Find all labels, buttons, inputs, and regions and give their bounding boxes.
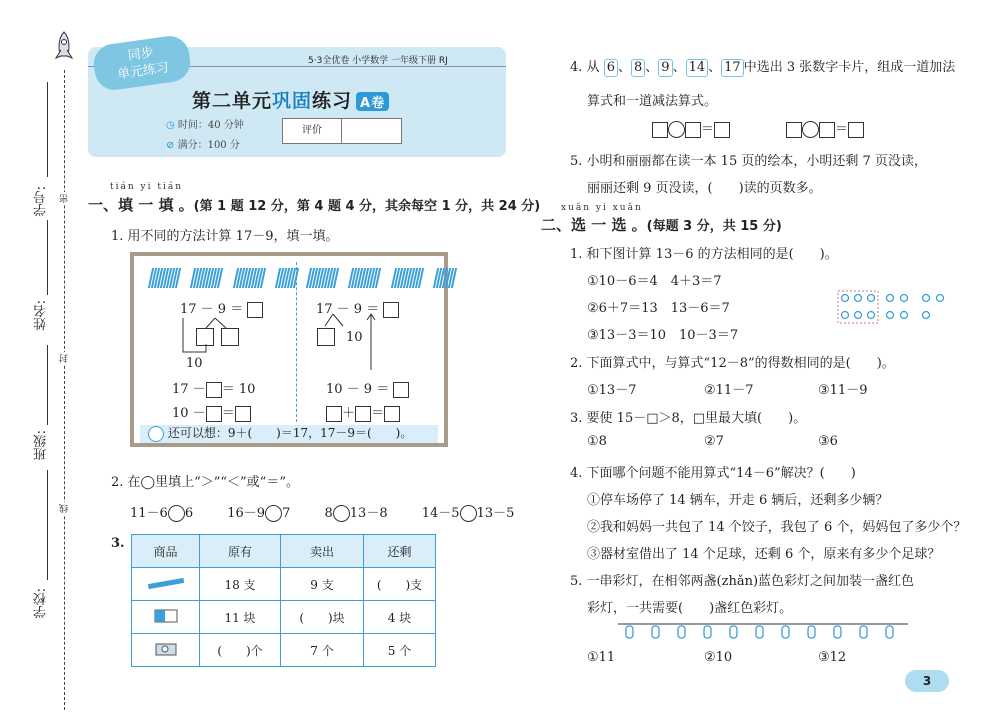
addition-template: ＝ [652,118,730,138]
p2-question-2: 2. 下面算式中，与算式“12－8”的得数相同的是( )。 [570,356,895,371]
p2-q2-option-1[interactable]: ①13－7 [587,383,637,398]
blank-student-id[interactable] [47,82,48,177]
right-ten: 10 [346,330,363,345]
p2-q4-option-2[interactable]: ②我和妈妈一共包了 14 个饺子，我包了 6 个，妈妈包了多少个？ [587,520,967,535]
label-school: 学校: [34,588,49,619]
page-number: 3 [905,670,949,692]
blank-class[interactable] [47,345,48,425]
blank-school[interactable] [47,470,48,580]
number-card: 14 [686,59,709,77]
p2-q3-option-1[interactable]: ①8 [587,434,607,449]
p2-q4-option-3[interactable]: ③器材室借出了 14 个足球，还剩 6 个，原来有多少个足球？ [587,547,941,562]
p2-q2-option-3[interactable]: ③11－9 [818,383,868,398]
p2-q5-option-2[interactable]: ②10 [704,650,733,665]
sharpener-icon [132,634,200,667]
binding-strip [0,0,80,719]
answer-box[interactable] [384,406,400,422]
right-equation-2: 10 － 9 ＝ [326,378,409,398]
part1-pinyin: tián yi tián [110,182,183,192]
sticks-right [308,268,456,288]
pencil-icon [132,568,200,601]
p2-q4-option-1[interactable]: ①停车场停了 14 辆车，开走 6 辆后，还剩多少辆？ [587,493,889,508]
answer-box[interactable] [247,302,263,318]
p2-question-5-line1: 5. 一串彩灯，在相邻两盏(zhǎn)蓝色彩灯之间加装一盏红色 [570,574,915,589]
q5-line2: 丽丽还剩 9 页没读，( )读的页数多。 [587,181,822,196]
left-equation: 17 － 9 ＝ [180,298,263,318]
think-hint: 还可以想：9＋( )＝17，17－9＝( )。 [148,424,412,442]
p2-q5-option-1[interactable]: ①11 [587,650,616,665]
label-name: 姓名: [34,300,49,331]
label-class: 班级: [34,430,49,461]
answer-box[interactable] [326,406,342,422]
compare-item: 16－9 7 [227,506,291,521]
left-equation-2: 17 － ＝ 10 [172,382,256,397]
seal-mark-2: 封 [60,354,70,363]
left-equation-3: 10 － ＝ [172,402,251,422]
unit-badge: 同步 单元练习 [91,34,192,93]
p1-question-2: 2. 在◯里填上“＞”“＜”或“＝”。 [111,475,299,490]
goods-table [131,534,436,667]
paper-tag: A卷 [356,92,389,111]
part1-heading: 一、填 一 填 。(第 1 题 12 分，第 4 题 4 分，其余每空 1 分，共 24 分) [88,196,541,214]
decompose-box-left-1[interactable] [196,328,214,346]
answer-box[interactable] [206,406,222,422]
right-equation-3: ＋ ＝ [326,402,400,422]
p2-question-1: 1. 和下图计算 13－6 的方法相同的是( )。 [570,247,838,262]
table-row: 11 块 ( )块 4 块 [132,601,436,634]
compare-row [130,502,514,522]
q4-line1: 4. 从 6 、 8 、 9 、 14 、 17 中选出 3 张数字卡片，组成一道加法 [570,60,956,75]
right-decompose-lines [315,312,385,382]
decompose-box-left-2[interactable] [221,328,239,346]
p2-question-4: 4. 下面哪个问题不能用算式“14－6”解决？( ) [570,466,856,481]
number-card: 9 [658,59,672,77]
rocket-icon [51,30,77,64]
compare-item: 8 13－8 [324,506,388,521]
compare-item: 11－6 6 [130,506,194,521]
answer-box[interactable] [393,382,409,398]
evaluation-field[interactable] [342,119,401,143]
p2-q1-option-1[interactable]: ①10－6＝4 4＋3＝7 [587,274,722,289]
sticks-left [150,268,298,288]
mascot-icon [148,426,164,442]
p2-question-5-line2: 彩灯，一共需要( )盏红色彩灯。 [587,601,793,616]
right-equation: 17 － 9 ＝ [316,298,399,318]
blank-name[interactable] [47,220,48,295]
lantern-string [616,620,910,644]
p2-q2-option-2[interactable]: ②11－7 [704,383,754,398]
table-row: 18 支 9 支 ( )支 [132,568,436,601]
full-score: ⊘ 满分：100 分 [166,140,240,151]
p2-q3-option-2[interactable]: ②7 [704,434,724,449]
seal-mark-3: 线 [60,504,70,513]
table-header: 商品 原有 卖出 还剩 [132,535,436,568]
answer-box[interactable] [206,382,222,398]
part2-heading: 二、选 一 选 。(每题 3 分，共 15 分) [541,216,782,234]
q4-line2: 算式和一道减法算式。 [587,94,718,109]
evaluation-box [282,118,402,144]
seal-line [64,70,65,710]
table-row: ( )个 7 个 5 个 [132,634,436,667]
evaluation-label: 评价 [283,119,342,143]
p1-question-1: 1. 用不同的方法计算 17－9，填一填。 [111,229,339,244]
check-icon: ⊘ [166,140,175,151]
number-card: 8 [631,59,645,77]
time-limit: ◷ 时间：40 分钟 [166,120,244,131]
p2-q1-option-3[interactable]: ③13－3＝10 10－3＝7 [587,328,739,343]
part2-pinyin: xuǎn yi xuǎn [561,203,643,213]
p2-q1-option-2[interactable]: ②6＋7＝13 13－6＝7 [587,301,730,316]
decompose-box-right-1[interactable] [317,328,335,346]
answer-box[interactable] [355,406,371,422]
q5-line1: 5. 小明和丽丽都在读一本 15 页的绘本，小明还剩 7 页没读， [570,154,927,169]
seal-mark-1: 密 [60,194,70,203]
number-card: 6 [604,59,618,77]
p2-q5-option-3[interactable]: ③12 [818,650,847,665]
dots-figure [836,289,946,325]
book-meta: 5·3全优卷 小学数学 一年级下册 RJ [308,56,448,66]
subtraction-template: ＝ [786,118,864,138]
answer-box[interactable] [235,406,251,422]
p2-question-3: 3. 要使 15－□＞8，□里最大填( )。 [570,411,807,426]
number-card: 17 [721,59,744,77]
answer-box[interactable] [383,302,399,318]
p2-q3-option-3[interactable]: ③6 [818,434,838,449]
eraser-icon [132,601,200,634]
clock-icon: ◷ [166,120,175,131]
compare-item: 14－5 13－5 [421,506,515,521]
p1-question-3-num: 3. [111,536,125,551]
label-student-id: 学号: [34,186,49,217]
page-title: 第二单元巩固练习 A卷 [192,86,389,113]
left-ten: 10 [186,356,203,371]
